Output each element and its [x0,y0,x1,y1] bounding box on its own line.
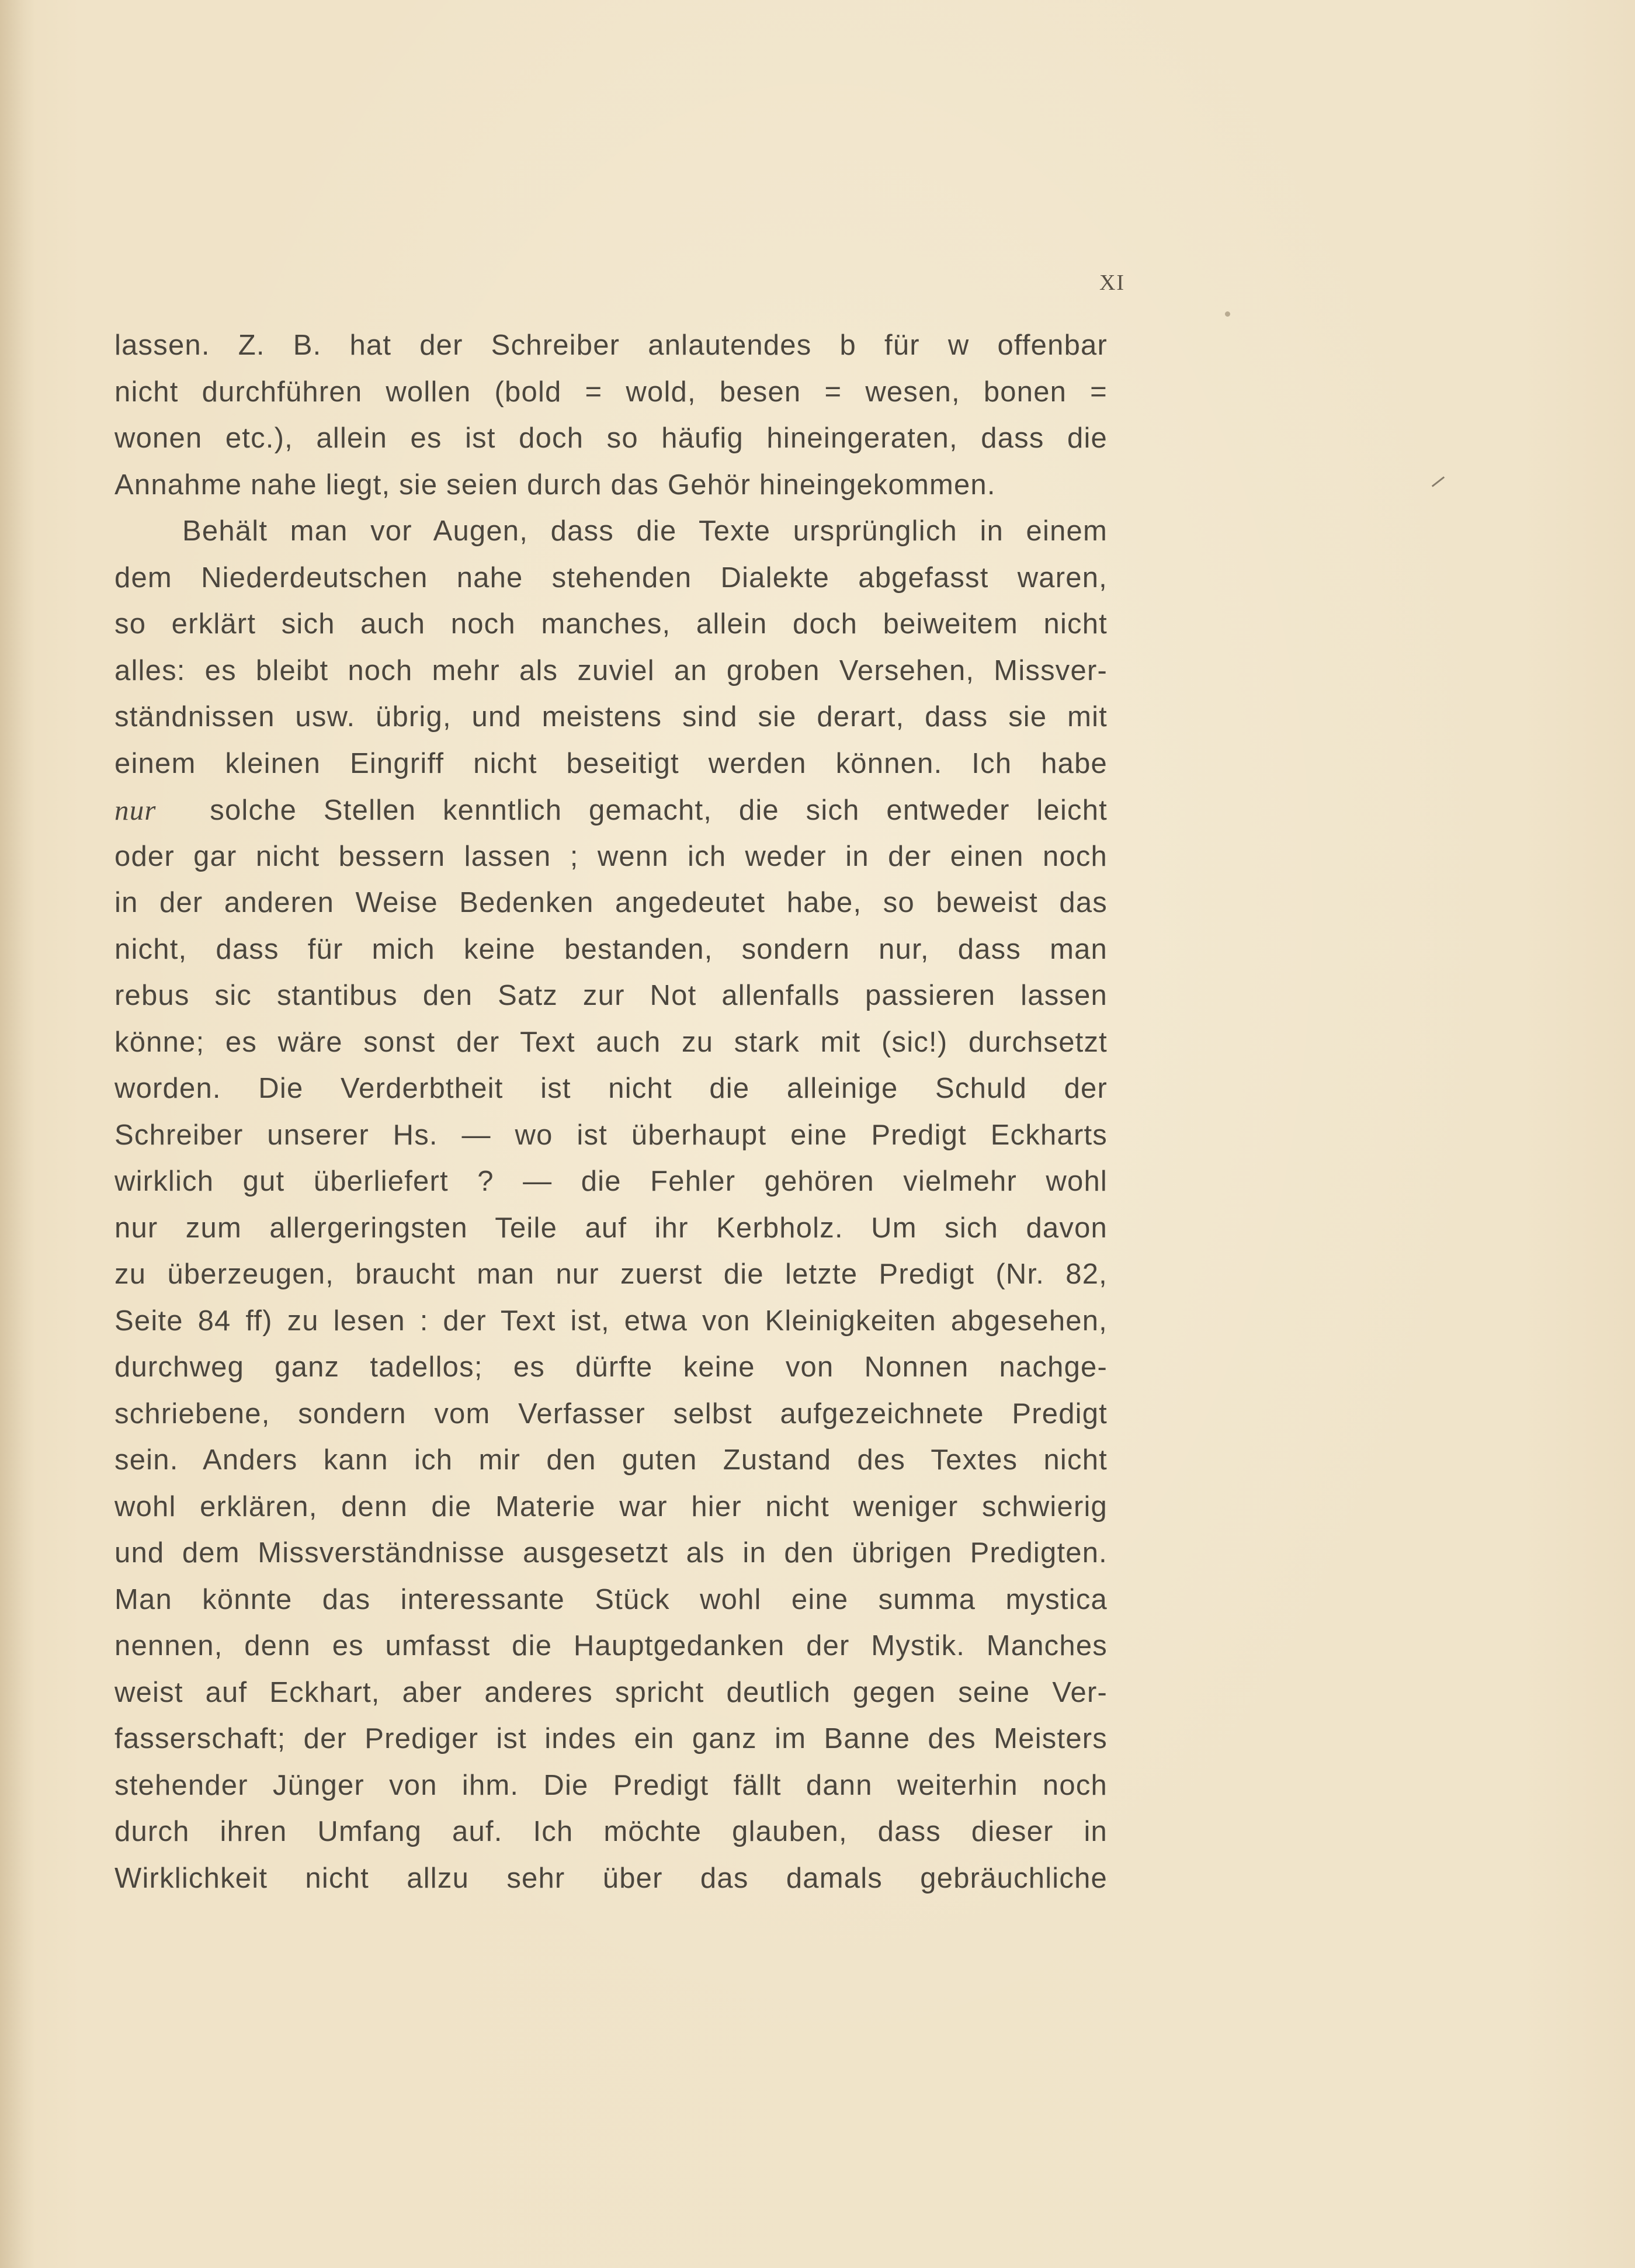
text-line: schriebene, sondern vom Verfasser selbst aufgezeichnete Predigt [114,1397,1108,1430]
text-line: rebus sic stantibus den Satz zur Not allenfalls passieren lassen [114,980,1108,1011]
text-line-with-emphasis [114,787,1108,834]
text-line: einem kleinen Eingriff nicht beseitigt werden können. Ich habe [114,747,1108,779]
text-line: worden. Die Verderbtheit ist nicht die alleinige Schuld der [114,1073,1108,1104]
text-line: Behält man vor Augen, dass die Texte ursprünglich in einem [182,515,1108,547]
emphasized-word: nur [114,794,157,826]
text-line: lassen. Z. B. hat der Schreiber anlautendes b für w offenbar [114,330,1108,361]
text-line: Annahme nahe liegt, sie seien durch das Gehör hineingekommen. [114,469,996,501]
text-line: könne; es wäre sonst der Text auch zu stark mit (sic!) durchsetzt [114,1026,1108,1058]
text-line: so erklärt sich auch noch manches, allein doch beiweitem nicht [114,608,1108,640]
text-line: ständnissen usw. übrig, und meistens sind sie derart, dass sie mit [114,701,1108,733]
margin-dot-mark [1225,311,1230,317]
text-line: stehender Jünger von ihm. Die Predigt fällt dann weiterhin noch [114,1769,1108,1801]
text-line: wonen etc.), allein es ist doch so häufig hineingeraten, dass die [114,422,1108,454]
text-line: fasserschaft; der Prediger ist indes ein ganz im Banne des Meisters [114,1723,1108,1754]
text-line: wohl erklären, denn die Materie war hier nicht weniger schwierig [114,1490,1108,1523]
margin-tick-mark [1432,476,1445,487]
text-line: wirklich gut überliefert ? — die Fehler gehören vielmehr wohl [114,1166,1108,1197]
text-line: dem Niederdeutschen nahe stehenden Dialekte abgefasst waren, [114,561,1108,594]
text-line: durchweg ganz tadellos; es dürfte keine von Nonnen nachge- [114,1351,1108,1383]
text-line: und dem Missverständnisse ausgesetzt als in den übrigen Predigten. [114,1537,1108,1569]
page-number: XI [1099,271,1126,295]
text-line: nicht, dass für mich keine bestanden, sondern nur, dass man [114,933,1108,965]
text-line: zu überzeugen, braucht man nur zuerst die letzte Predigt (Nr. 82, [114,1258,1108,1290]
text-line: Wirklichkeit nicht allzu sehr über das damals gebräuchliche [114,1862,1108,1894]
page-edge-shadow [0,0,35,2268]
text-line: Seite 84 ff) zu lesen : der Text ist, etwa von Kleinigkeiten abgesehen, [114,1305,1108,1337]
text-line: durch ihren Umfang auf. Ich möchte glauben, dass dieser in [114,1816,1108,1847]
body-text [114,322,1108,1902]
text-line: nicht durchführen wollen (bold = wold, besen = wesen, bonen = [114,376,1108,408]
text-line: Schreiber unserer Hs. — wo ist überhaupt eine Predigt Eckharts [114,1119,1108,1151]
text-line-rest: solche Stellen kenntlich gemacht, die sich entweder leicht [210,795,1108,826]
text-line: alles: es bleibt noch mehr als zuviel an groben Versehen, Missver- [114,654,1108,686]
text-line: Man könnte das interessante Stück wohl eine summa mystica [114,1583,1108,1615]
text-line: nur zum allergeringsten Teile auf ihr Kerbholz. Um sich davon [114,1212,1108,1244]
text-line: in der anderen Weise Bedenken angedeutet habe, so beweist das [114,887,1108,918]
text-line: sein. Anders kann ich mir den guten Zustand des Textes nicht [114,1444,1108,1476]
text-line: nennen, denn es umfasst die Hauptgedanken der Mystik. Manches [114,1630,1108,1662]
text-line: weist auf Eckhart, aber anderes spricht deutlich gegen seine Ver- [114,1676,1108,1708]
text-line: oder gar nicht bessern lassen ; wenn ich weder in der einen noch [114,840,1108,872]
